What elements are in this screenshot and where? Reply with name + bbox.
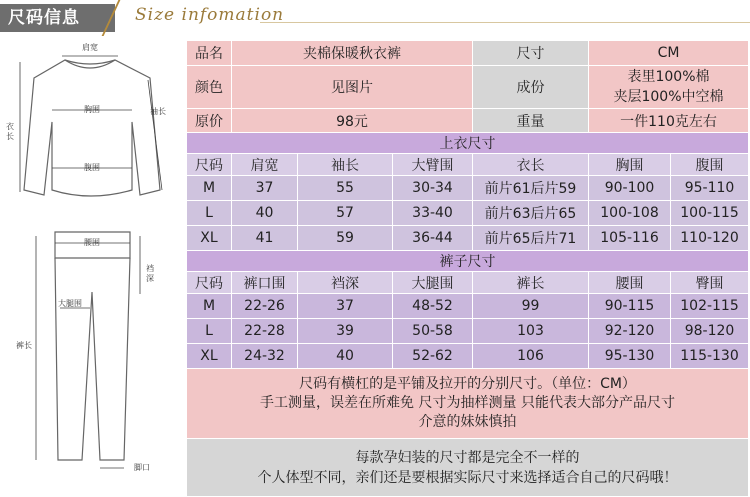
bottom-header-row [187,272,749,294]
label-length: 衣长 [6,122,14,141]
material-value [589,66,749,109]
table-cell: 52-62 [393,344,473,369]
info-row-color [187,66,749,109]
table-cell: 39 [298,319,393,344]
table-cell: 100-115 [671,201,749,226]
info-row-price [187,109,749,133]
table-cell: 36-44 [393,226,473,251]
table-header: 裆深 [298,272,393,294]
fit-advice [187,439,749,497]
top-header-row [187,154,749,176]
label-waistband: 腰围 [84,238,100,247]
table-cell: 24-32 [232,344,298,369]
table-cell: 92-120 [589,319,671,344]
table-cell: 前片61后片59 [473,176,589,201]
size-table [186,40,749,497]
table-cell: 98-120 [671,319,749,344]
table-cell: 30-34 [393,176,473,201]
material-line: 表里100%棉 [627,69,710,85]
table-header: 腰围 [589,272,671,294]
bottom-section-title: 裤子尺寸 [187,251,749,272]
table-cell: 前片63后片65 [473,201,589,226]
table-cell: M [187,294,232,319]
table-cell: 50-58 [393,319,473,344]
table-header: 胸围 [589,154,671,176]
name-label: 品名 [187,41,232,66]
table-header: 衣长 [473,154,589,176]
table-cell: 106 [473,344,589,369]
label-chest: 胸围 [84,105,100,114]
notes-row [187,369,749,439]
table-cell: 115-130 [671,344,749,369]
header-title: 尺码信息 [0,4,115,32]
table-cell: L [187,201,232,226]
label-sleeve: 袖长 [150,107,166,116]
table-header: 袖长 [298,154,393,176]
table-cell: 105-116 [589,226,671,251]
table-cell: 95-110 [671,176,749,201]
name-value: 夹棉保暖秋衣裤 [232,41,473,66]
table-cell: 40 [232,201,298,226]
table-cell: L [187,319,232,344]
material-line: 夹层100%中空棉 [613,89,724,105]
table-cell: 57 [298,201,393,226]
price-value: 98元 [232,109,473,133]
table-cell: 48-52 [393,294,473,319]
header-rule [260,22,750,23]
note-line: 每款孕妇装的尺寸都是完全不一样的 [355,449,580,466]
table-row [187,226,749,251]
table-row [187,176,749,201]
size-label: 尺寸 [473,41,589,66]
label-thigh: 大腿围 [58,299,82,308]
top-section-title: 上衣尺寸 [187,133,749,154]
table-cell: 22-26 [232,294,298,319]
table-cell: 37 [232,176,298,201]
table-cell: 100-108 [589,201,671,226]
garment-illustration [0,40,182,493]
note-line: 手工测量，误差在所难免 尺寸为抽样测量 只能代表大部分产品尺寸 [260,395,675,411]
table-row [187,344,749,369]
table-cell: XL [187,226,232,251]
color-value: 见图片 [232,66,473,109]
table-header: 裤长 [473,272,589,294]
header-subtitle: Size infomation [135,5,285,25]
notes2-row [187,439,749,497]
weight-label: 重量 [473,109,589,133]
top-section-title-row [187,133,749,154]
info-row-name [187,41,749,66]
table-cell: 102-115 [671,294,749,319]
table-cell: 90-100 [589,176,671,201]
table-cell: 40 [298,344,393,369]
table-cell: 55 [298,176,393,201]
bottom-section-title-row [187,251,749,272]
color-label: 颜色 [187,66,232,109]
table-header: 肩宽 [232,154,298,176]
table-cell: 37 [298,294,393,319]
table-header: 臀围 [671,272,749,294]
weight-value: 一件110克左右 [589,109,749,133]
table-cell: 22-28 [232,319,298,344]
label-waist: 腹围 [84,163,100,172]
table-cell: 59 [298,226,393,251]
table-cell: 33-40 [393,201,473,226]
table-cell: 90-115 [589,294,671,319]
table-header: 裤口围 [232,272,298,294]
table-cell: 前片65后片71 [473,226,589,251]
table-cell: 95-130 [589,344,671,369]
table-header: 大臂围 [393,154,473,176]
table-cell: 99 [473,294,589,319]
label-rise: 裆深 [146,264,154,283]
material-label: 成份 [473,66,589,109]
table-cell: 41 [232,226,298,251]
note-line: 介意的妹妹慎拍 [418,414,517,430]
table-header: 大腿围 [393,272,473,294]
header [0,0,750,38]
label-pant-length: 裤长 [16,341,32,350]
size-value: CM [589,41,749,66]
table-cell: 110-120 [671,226,749,251]
table-header: 腹围 [671,154,749,176]
price-label: 原价 [187,109,232,133]
table-row [187,201,749,226]
table-header: 尺码 [187,272,232,294]
label-shoulder: 肩宽 [82,43,98,52]
measurement-notes [187,369,749,439]
table-header: 尺码 [187,154,232,176]
table-row [187,294,749,319]
table-cell: 103 [473,319,589,344]
label-hem: 脚口 [134,463,150,472]
table-cell: M [187,176,232,201]
note-line: 尺码有横杠的是平铺及拉开的分别尺寸。（单位：CM） [299,376,636,392]
table-row [187,319,749,344]
note-line: 个人体型不同，亲们还是要根据实际尺寸来选择适合自己的尺码哦！ [257,469,678,486]
table-cell: XL [187,344,232,369]
